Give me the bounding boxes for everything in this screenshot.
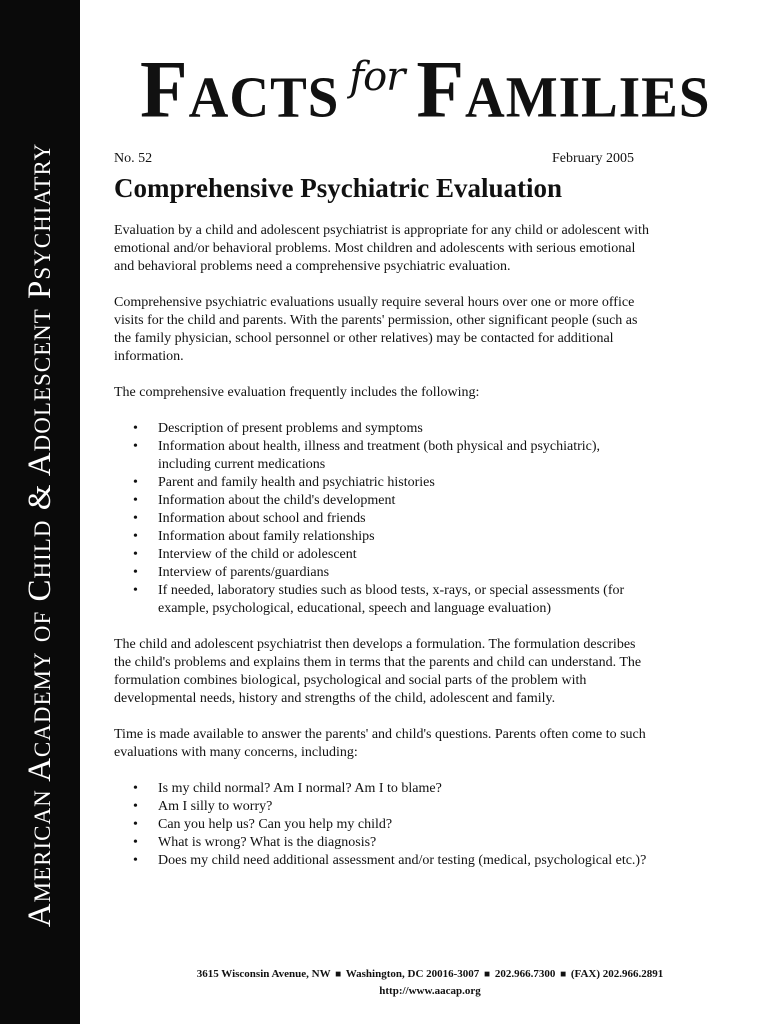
footer-phone: 202.966.7300 (494, 968, 556, 980)
page-title: Comprehensive Psychiatric Evaluation (114, 173, 562, 203)
list-item: • Interview of the child or adolescent (133, 547, 357, 562)
paragraph-questions: Time is made available to answer the parents' and child's questions. Parents often come to such evaluations with many concerns, including: (114, 727, 646, 760)
footer-contact (90, 966, 770, 999)
list-item: • Information about the child's development (133, 493, 396, 508)
bullet-icon: • (133, 583, 138, 598)
organization-name: American Academy of Child & Adolescent Psychiatry (22, 142, 58, 928)
bullet-icon: • (133, 511, 138, 526)
footer-street: 3615 Wisconsin Avenue, NW (196, 968, 331, 980)
square-separator-icon: ■ (335, 969, 342, 980)
issue-date: February 2005 (552, 151, 635, 166)
list-item: • Parent and family health and psychiatric histories (133, 475, 435, 490)
list-item: • If needed, laboratory studies such as blood tests, x-rays, or special assessments (for example, psychological, educational, speech and language evaluation) (133, 583, 625, 616)
square-separator-icon: ■ (484, 969, 491, 980)
masthead-word-facts: Facts (140, 42, 340, 135)
list-item: • Can you help us? Can you help my child? (133, 817, 393, 832)
footer-url[interactable]: http://www.aacap.org (379, 985, 481, 997)
bullet-icon: • (133, 547, 138, 562)
concerns-list (114, 780, 654, 870)
list-item: • Am I silly to worry? (133, 799, 273, 814)
list-item: • What is wrong? What is the diagnosis? (133, 835, 377, 850)
list-item: • Description of present problems and symptoms (133, 421, 423, 436)
masthead-word-families: Families (416, 42, 711, 135)
footer-fax: (FAX) 202.966.2891 (570, 968, 664, 980)
bullet-icon: • (133, 529, 138, 544)
paragraph-visits: Comprehensive psychiatric evaluations usually require several hours over one or more office visits for the child and parents. With the parents' permission, other significant people (such as the family physician, school personnel or other relatives) may be contacted for additional information. (114, 295, 638, 364)
bullet-icon: • (133, 493, 138, 508)
issue-number: No. 52 (114, 151, 153, 166)
bullet-icon: • (133, 853, 138, 868)
footer-address-line (90, 966, 770, 983)
list-item: • Information about family relationships (133, 529, 375, 544)
bullet-icon: • (133, 421, 138, 436)
bullet-icon: • (133, 439, 138, 454)
list-item: • Does my child need additional assessment and/or testing (medical, psychological etc.)? (133, 853, 647, 868)
paragraph-intro: Evaluation by a child and adolescent psychiatrist is appropriate for any child or adolescent with emotional and/or behavioral problems. Most children and adolescents with serious emotional and behavioral problems need a comprehensive psychiatric evaluation. (114, 223, 649, 274)
list-item: • Information about health, illness and treatment (both physical and psychiatric), including current medications (133, 439, 601, 472)
list-item: • Is my child normal? Am I normal? Am I to blame? (133, 781, 442, 796)
bullet-icon: • (133, 799, 138, 814)
bullet-icon: • (133, 565, 138, 580)
bullet-icon: • (133, 817, 138, 832)
square-separator-icon: ■ (560, 969, 567, 980)
masthead-word-for: for (349, 54, 405, 100)
evaluation-list (114, 420, 654, 618)
list-item: • Interview of parents/guardians (133, 565, 330, 580)
paragraph-includes: The comprehensive evaluation frequently includes the following: (114, 385, 480, 400)
bullet-icon: • (133, 781, 138, 796)
list-item: • Information about school and friends (133, 511, 366, 526)
bullet-icon: • (133, 475, 138, 490)
paragraph-formulation: The child and adolescent psychiatrist then develops a formulation. The formulation describes the child's problems and explains them in terms that the parents and child can understand. The formulation combines biological, psychological and social parts of the problem with developmental needs, history and strengths of the child, adolescent and family. (114, 637, 642, 706)
bullet-icon: • (133, 835, 138, 850)
masthead-logo (140, 44, 710, 134)
sidebar-banner (0, 0, 80, 1024)
article-body (114, 222, 654, 888)
footer-city: Washington, DC 20016-3007 (345, 968, 480, 980)
